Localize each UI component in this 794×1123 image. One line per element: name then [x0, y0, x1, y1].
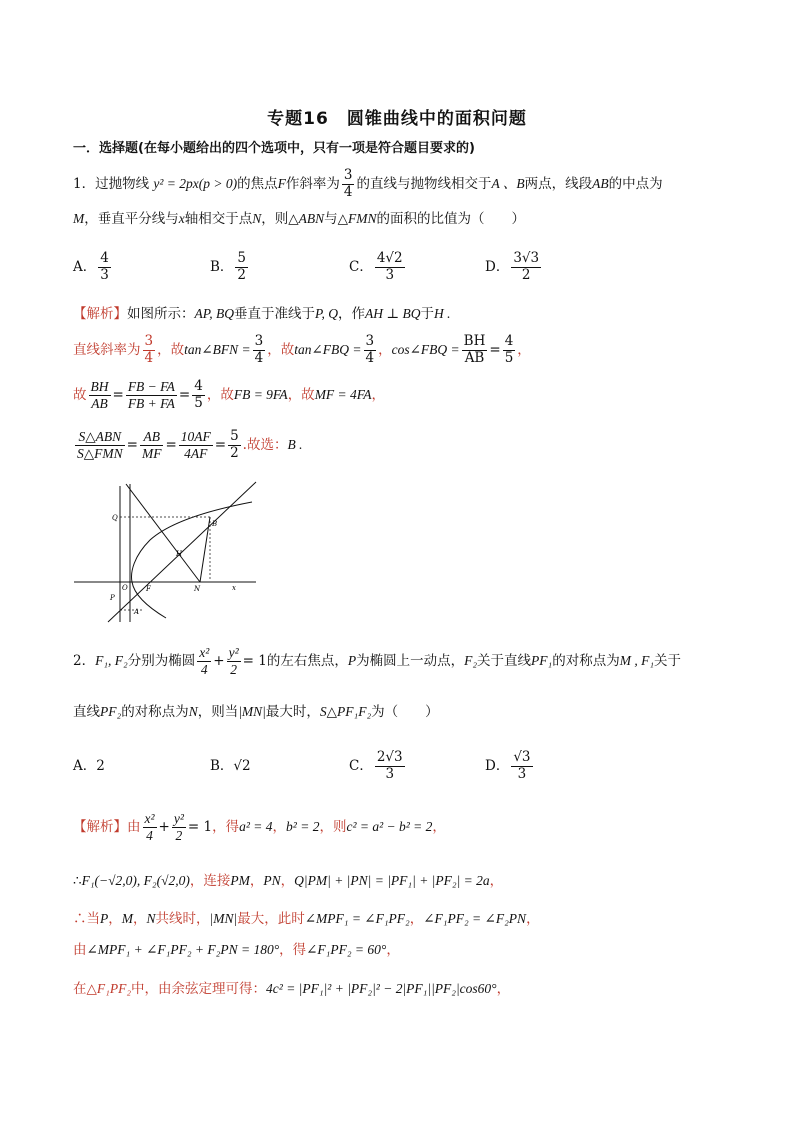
choice-fraction — [235, 251, 248, 283]
fraction-denominator: 4 — [254, 350, 264, 366]
sol-text: ，得 — [212, 819, 240, 835]
sol-math: Q|PM| + |PN| = |PF₁| + |PF₂| = 2a — [294, 873, 490, 888]
q1-point-n: N — [252, 211, 262, 226]
sol-text: 于 — [420, 306, 434, 322]
q2-solution-line1: 【解析】由 $\frac{\text{x²}}{4}$ + $\frac{\text{y²}}{2}$ = 1，得a² = 4，b² = 2，则c² = a² − b² = 2， — [73, 811, 446, 843]
sol-text: ， — [378, 342, 392, 358]
sol-fraction — [462, 334, 488, 366]
q2-math: |MN| — [238, 704, 266, 719]
answer: B . — [287, 437, 303, 452]
q1-choice-d[interactable] — [485, 247, 543, 287]
fraction-numerator: 4 — [194, 378, 203, 395]
q2-solution-line2 — [73, 870, 734, 892]
q2-text: 直线 — [73, 704, 100, 720]
q1-text: 轴相交于点 — [184, 211, 253, 227]
fraction-numerator — [75, 429, 125, 446]
q2-math: P — [347, 653, 357, 668]
choice-fraction — [375, 750, 405, 782]
fraction-denominator: 4 — [144, 350, 154, 366]
sol-math: P — [100, 911, 109, 926]
q1-points: A 、B — [491, 176, 525, 191]
q1-segment: AB — [592, 176, 609, 191]
sol-text: ， — [489, 873, 504, 889]
sol-math: F₁(−√2,0), F₂(√2,0) — [81, 873, 190, 888]
sol-fraction — [126, 379, 177, 411]
sol-fraction — [143, 334, 156, 366]
q1-choice-b[interactable] — [210, 247, 250, 287]
q2-choice-b[interactable] — [210, 746, 251, 786]
solution-tag: 【解析】 — [73, 819, 127, 835]
q2-text: 的左右焦点， — [266, 653, 348, 669]
sol-text: ，则 — [319, 819, 347, 835]
sol-math: FB = 9FA — [233, 387, 288, 402]
fraction-numerator: 4 — [504, 333, 514, 350]
fraction-denominator: 2 — [237, 267, 247, 283]
q2-text: 的对称点为 — [121, 704, 189, 720]
page-title: 专题16 圆锥曲线中的面积问题 — [267, 109, 527, 129]
q1-number: 1． — [73, 176, 96, 192]
q1-solution-line3: 故 $\frac{BH}{AB}$ = $\frac{FB - FA}{FB + FA}$ = $\frac{4}{5}$ ，故FB = 9FA，故MF = 4FA， — [73, 378, 386, 411]
sol-text: ， — [133, 911, 147, 927]
fraction-numerator: 3 — [254, 333, 264, 350]
q2-math: PF₁ — [531, 653, 553, 668]
sol-text: 故 — [73, 387, 87, 403]
q1-text: 两点，线段 — [524, 176, 593, 192]
q2-text: 关于 — [654, 653, 682, 669]
sol-area-ratio — [75, 429, 125, 461]
sol-fraction — [192, 379, 205, 411]
sol-math: MF = 4FA — [314, 387, 372, 402]
q1-choice-a[interactable] — [73, 247, 113, 287]
segment-bn — [200, 517, 210, 582]
fraction-denominator: MF — [141, 446, 162, 461]
sol-math: tan∠FBQ = — [294, 342, 362, 357]
sol-text: ， — [371, 387, 386, 403]
q2-choice-a[interactable] — [73, 746, 105, 786]
fraction-denominator: 2 — [175, 828, 183, 843]
choice-fraction — [98, 251, 111, 283]
q1-focus: F — [277, 176, 286, 191]
q1-choices — [73, 247, 713, 287]
q1-stem-line1 — [73, 166, 734, 202]
q1-text: 的面积的比值为（ ） — [376, 211, 526, 227]
sol-math: F₁PF₂ — [96, 981, 132, 996]
q2-choice-c[interactable] — [349, 746, 407, 786]
choice-label: D． — [485, 758, 510, 774]
sol-text: ， — [280, 873, 295, 889]
fraction-numerator: 3 — [144, 333, 154, 350]
choice-fraction — [375, 251, 405, 283]
sol-text: ， — [386, 942, 400, 958]
sol-math: |MN| — [209, 911, 238, 926]
q1-choice-c[interactable] — [349, 247, 407, 287]
sol-math: ∠MPF₁ + ∠F₁PF₂ + F₂PN = 180° — [86, 942, 280, 957]
fraction-numerator: 3 — [365, 333, 375, 350]
q2-math: F₁, F₂ — [95, 653, 128, 668]
fraction-numerator: y² — [228, 645, 239, 661]
sol-text: ，故 — [287, 387, 315, 403]
q2-text: 分别为椭圆 — [127, 653, 196, 669]
label-p: P — [110, 594, 115, 602]
sol-text: ， — [272, 819, 287, 835]
sol-fraction — [253, 334, 266, 366]
sol-math: PN — [263, 873, 281, 888]
fraction-denominator: 2 — [230, 662, 237, 677]
choice-label: D． — [485, 259, 510, 275]
fraction-numerator: 3 — [343, 167, 353, 184]
sol-text: 在△ — [73, 981, 97, 997]
sol-math: N — [146, 911, 156, 926]
choice-label: B． — [210, 259, 234, 275]
q2-solution-line4 — [73, 939, 734, 961]
fraction-numerator: 5 — [230, 428, 239, 445]
q1-text: 过抛物线 — [95, 176, 150, 192]
sol-math: AP, BQ — [194, 306, 234, 321]
fraction-numerator: x² — [199, 645, 210, 661]
fraction-denominator: 4 — [365, 350, 375, 366]
q1-text: 的焦点 — [237, 176, 278, 192]
section-heading: 一．选择题(在每小题给出的四个选项中，只有一项是符合题目要求的) — [73, 141, 475, 156]
q2-math: = 1 — [242, 653, 267, 669]
sol-text: .故选： — [242, 437, 288, 453]
sol-math: c² = a² − b² = 2 — [346, 819, 433, 834]
q1-triangle-abn: △ABN — [288, 211, 325, 226]
choice-label: B． — [210, 758, 234, 774]
sol-math: M — [121, 911, 133, 926]
label-h: H — [176, 550, 183, 558]
sol-math: ∠MPF₁ = ∠F₁PF₂ — [304, 911, 410, 926]
q1-solution-line4: $\frac{\text{S△ABN}}{\text{S△FMN}}$ = $\frac{AB}{MF}$ = $\frac{10AF}{4AF}$ = $\frac{5}{2}$ .故选：B . — [77, 428, 303, 461]
fraction-denominator: 4 — [200, 662, 208, 677]
sol-text: ， — [526, 911, 540, 927]
q1-solution-line2: 直线斜率为 $\frac{3}{4}$ ，故tan∠BFN = $\frac{3}{4}$ ，故tan∠FBQ = $\frac{3}{4}$ ，cos∠FBQ = $\frac{BH}{AB}$ = $\frac{4}{5}$ ， — [73, 333, 531, 366]
q1-parabola-figure — [70, 480, 260, 626]
q1-stem-line2 — [73, 208, 734, 230]
fraction-numerator: 4 — [100, 250, 109, 267]
fraction-denominator: 3 — [517, 766, 527, 782]
fraction-numerator: 5 — [237, 250, 247, 267]
q2-text: 关于直线 — [477, 653, 532, 669]
fraction-denominator: AB — [464, 350, 485, 366]
label-f: F — [146, 585, 151, 593]
sol-text: ， — [108, 911, 122, 927]
solution-tag: 【解析】 — [73, 306, 127, 322]
fraction-denominator: 2 — [230, 445, 239, 461]
fraction-numerator: y² — [173, 811, 184, 827]
q2-text: 的对称点为 — [552, 653, 620, 669]
sol-text: 中，由余弦定理可得： — [131, 981, 267, 997]
q1-solution-line1 — [73, 303, 734, 325]
sol-text: 由 — [73, 942, 87, 958]
q2-choice-d[interactable] — [485, 746, 535, 786]
fraction-numerator: AB — [140, 429, 164, 446]
fraction-numerator: √3 — [513, 749, 531, 766]
fraction-denominator: 5 — [194, 395, 203, 411]
q2-math: M , F₁ — [619, 653, 655, 668]
area-abn: S△ABN — [78, 429, 122, 445]
sol-math: tan∠BFN = — [184, 342, 251, 357]
sol-math: P, Q — [315, 306, 339, 321]
q1-midpoint: M — [73, 211, 85, 226]
sol-math: PM — [230, 873, 250, 888]
q2-text: 为椭圆上一动点， — [356, 653, 465, 669]
sol-math: AH ⊥ BQ — [365, 306, 421, 321]
fraction-numerator: 3√3 — [513, 250, 540, 267]
fraction-denominator: 4 — [343, 184, 353, 200]
sol-text: 共线时， — [155, 911, 210, 927]
sol-fraction — [228, 429, 241, 461]
q2-text: 为（ ） — [371, 704, 439, 720]
fraction-numerator: x² — [144, 811, 155, 827]
sol-math: cos∠FBQ = — [391, 342, 460, 357]
sol-fraction — [143, 811, 157, 843]
fraction-denominator: 3 — [385, 766, 395, 782]
fraction-numerator: 4√2 — [376, 250, 403, 267]
fraction-numerator: FB − FA — [127, 379, 175, 395]
q2-text: 最大时， — [265, 704, 320, 720]
q2-math: F₂ — [464, 653, 478, 668]
q1-text: 与 — [324, 211, 338, 227]
sol-text: ， — [409, 911, 424, 927]
q2-math: PF₂ — [100, 704, 122, 719]
q1-text: ，垂直平分线与 — [84, 211, 179, 227]
label-x: x — [232, 584, 236, 592]
q2-number: 2． — [73, 653, 96, 669]
choice-label: C． — [349, 259, 373, 275]
q2-solution-line5 — [73, 978, 734, 1000]
q2-fraction — [227, 645, 241, 677]
fraction-denominator: 4AF — [184, 446, 208, 461]
fraction-denominator: 3 — [100, 267, 109, 283]
parabola-curve — [132, 502, 252, 618]
sol-math: H . — [433, 306, 451, 321]
q2-math: S△PF₁F₂ — [319, 704, 372, 719]
sol-math: = 1 — [187, 819, 213, 835]
sol-text: ，作 — [338, 306, 366, 322]
choice-fraction — [511, 750, 532, 782]
q2-text: ，则当 — [197, 704, 239, 720]
sol-text: ，故 — [157, 342, 185, 358]
fraction-denominator: 2 — [521, 267, 531, 283]
fraction-denominator: AB — [91, 396, 108, 411]
fraction-denominator: 5 — [504, 350, 514, 366]
sol-text: 最大，此时 — [237, 911, 305, 927]
sol-math: ∠F₁PF₂ = 60° — [306, 942, 387, 957]
q1-text: 的中点为 — [608, 176, 663, 192]
sol-text: 直线斜率为 — [73, 342, 141, 358]
sol-math: ∠F₁PF₂ = ∠F₂PN — [423, 911, 527, 926]
fraction-numerator: BH — [90, 379, 109, 395]
perpendicular-bisector — [126, 484, 200, 582]
q1-parabola-eq: y² = 2px(p > 0) — [153, 176, 238, 191]
sol-text: ，故 — [206, 387, 234, 403]
choice-value: √2 — [233, 758, 251, 774]
choice-label: A． — [73, 259, 97, 275]
sol-fraction — [140, 429, 164, 461]
sol-text: ，连接 — [189, 873, 231, 889]
sol-math: b² = 2 — [286, 819, 320, 834]
fraction-numerator: 2√3 — [376, 749, 403, 766]
q1-axis: x — [178, 211, 185, 226]
fraction-denominator: 3 — [385, 267, 395, 283]
fraction-denominator: FB + FA — [127, 396, 175, 411]
choice-value: 2 — [96, 758, 105, 774]
q1-text: ，则 — [261, 211, 289, 227]
label-o: O — [122, 584, 128, 592]
label-q: Q — [112, 514, 118, 522]
sol-text: ， — [432, 819, 446, 835]
label-n: N — [194, 585, 201, 593]
fraction-numerator: BH — [463, 333, 486, 350]
sol-text: ， — [496, 981, 511, 997]
sol-fraction — [503, 334, 516, 366]
label-a: A — [134, 608, 140, 616]
fraction-numerator: 10AF — [180, 429, 211, 445]
sol-text: ∴当 — [73, 911, 100, 927]
q2-math: N — [188, 704, 198, 719]
label-b: B — [212, 520, 218, 528]
sol-text: ，故 — [267, 342, 295, 358]
sol-text: ∴ — [73, 873, 82, 889]
sol-math: a² = 4 — [239, 819, 273, 834]
q1-triangle-fmn: △FMN — [337, 211, 377, 226]
q2-stem-line2 — [73, 701, 734, 723]
choice-label: C． — [349, 758, 373, 774]
sol-text: 如图所示： — [127, 306, 195, 322]
sol-fraction — [89, 379, 111, 411]
choice-label: A． — [73, 758, 97, 774]
q1-text: 的直线与抛物线相交于 — [356, 176, 492, 192]
q2-stem-line1: 2．F₁, F₂分别为椭圆 $\frac{\text{x²}}{4}$ + $\frac{\text{y²}}{2}$ = 1的左右焦点，P为椭圆上一动点，F₂关于直线PF₁的对称点为M , F₁关于 — [73, 645, 682, 677]
sol-text: ，得 — [279, 942, 307, 958]
sol-text: 垂直于准线于 — [234, 306, 315, 322]
sol-math: 4c² = |PF₁|² + |PF₂|² − 2|PF₁||PF₂|cos60° — [266, 981, 497, 996]
fraction-denominator: 4 — [146, 828, 153, 843]
sol-fraction — [179, 429, 213, 461]
sol-text: 由 — [127, 819, 141, 835]
sol-fraction — [172, 811, 186, 843]
q1-text: 作斜率为 — [285, 176, 340, 192]
q2-fraction — [197, 645, 211, 677]
area-fmn: S△FMN — [77, 446, 123, 461]
sol-fraction — [364, 334, 377, 366]
q2-solution-line3 — [73, 908, 734, 930]
q2-choices — [73, 746, 713, 786]
sol-text: ， — [249, 873, 264, 889]
q1-slope-fraction — [342, 168, 355, 200]
choice-fraction — [511, 251, 541, 283]
